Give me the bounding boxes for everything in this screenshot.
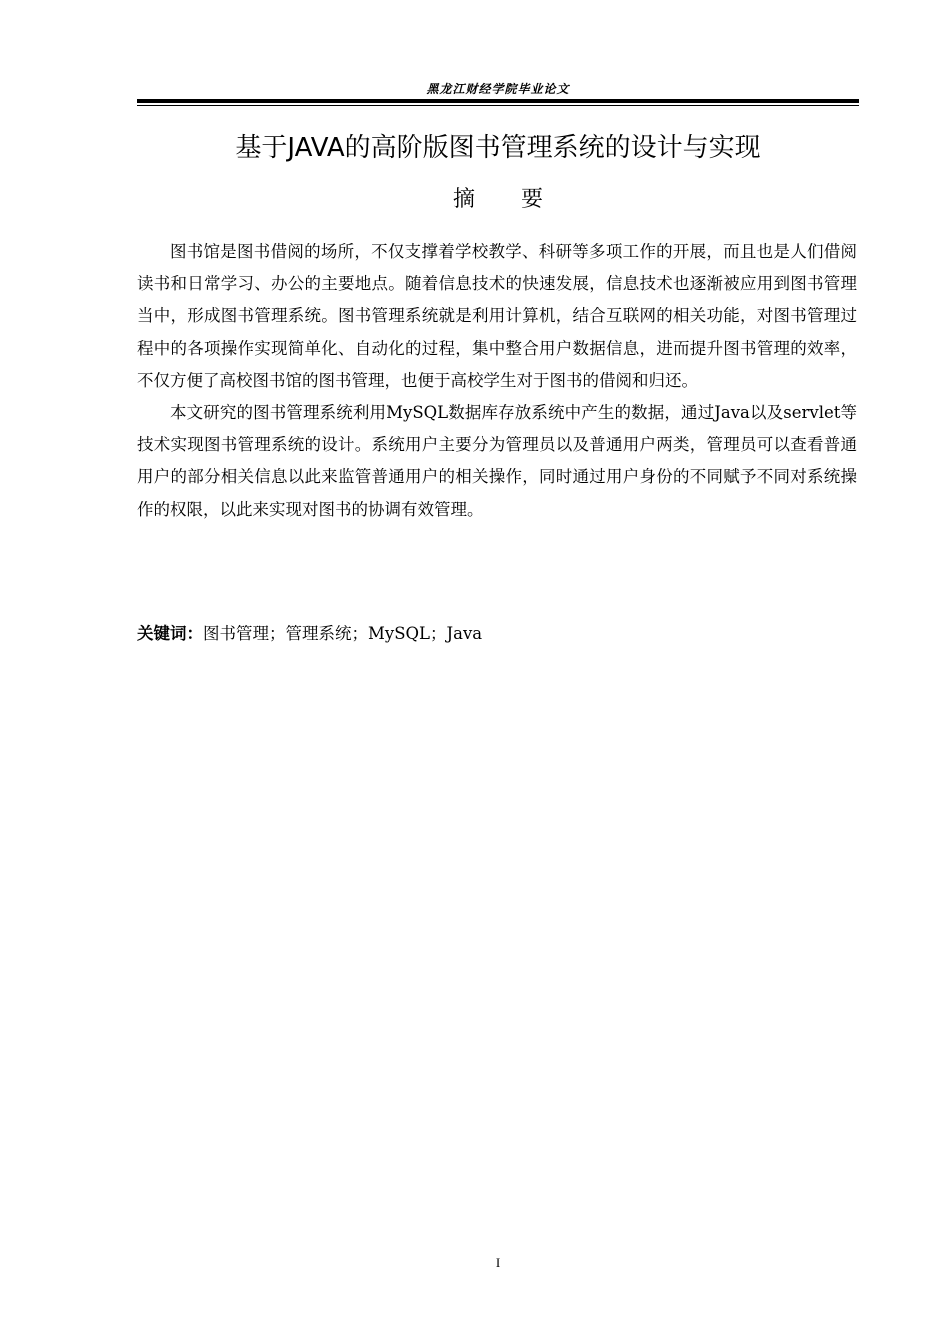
abstract-paragraph-1: 图书馆是图书借阅的场所，不仅支撑着学校教学、科研等多项工作的开展，而且也是人们借阅读书和日常学习、办公的主要地点。随着信息技术的快速发展，信息技术也逐渐被应用到图书管理当中，形成图书管理系统。图书管理系统就是利用计算机，结合互联网的相关功能，对图书管理过程中的各项操作实现简单化、自动化的过程，集中整合用户数据信息，进而提升图书管理的效率，不仅方便了高校图书馆的图书管理，也便于高校学生对于图书的借阅和归还。 [137,242,857,390]
keywords-value: 图书管理；管理系统；MySQL；Java [203,624,483,643]
abstract-heading-char-2: 要 [521,187,544,212]
abstract-heading [137,184,859,216]
keywords-line [137,618,857,650]
abstract-heading-char-1: 摘 [452,187,475,212]
keywords-label: 关键词： [137,624,203,643]
abstract-body [137,236,857,526]
running-header: 黑龙江财经学院毕业论文 [426,82,570,96]
document-title: 基于JAVA的高阶版图书管理系统的设计与实现 [235,133,761,163]
header-rule-thick [137,99,859,103]
page-number: I [495,1255,501,1270]
abstract-paragraph-2: 本文研究的图书管理系统利用MySQL数据库存放系统中产生的数据，通过Java以及servlet等技术实现图书管理系统的设计。系统用户主要分为管理员以及普通用户两类，管理员可以查看普通用户的部分相关信息以此来监管普通用户的相关操作，同时通过用户身份的不同赋予不同对系统操作的权限，以此来实现对图书的协调有效管理。 [137,403,857,519]
header-rule-thin [137,105,859,106]
